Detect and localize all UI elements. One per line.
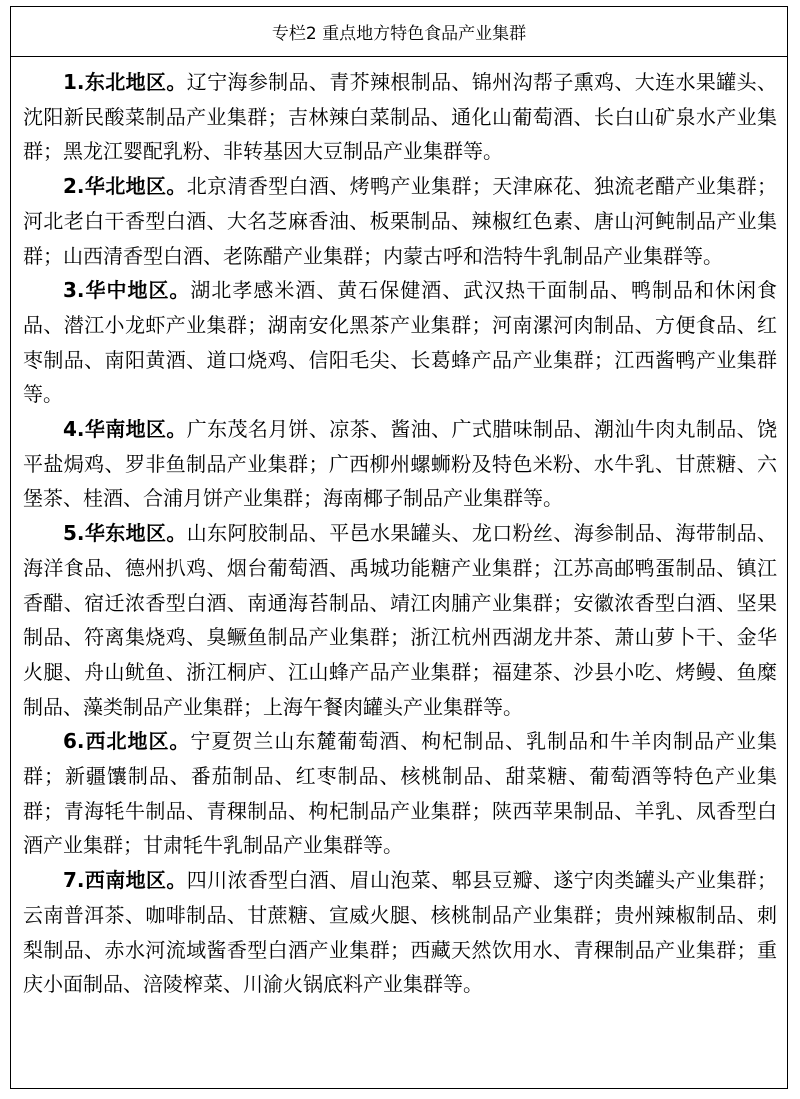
region-northeast [23, 65, 777, 169]
column-title: 专栏2 重点地方特色食品产业集群 [11, 7, 787, 57]
region-label: 2.华北地区。 [63, 174, 187, 199]
region-label: 6.西北地区。 [63, 729, 191, 754]
region-text: 湖北孝感米酒、黄石保健酒、武汉热干面制品、鸭制品和休闲食品、潜江小龙虾产业集群；湖南安化黑茶产业集群；河南漯河肉制品、方便食品、红枣制品、南阳黄酒、道口烧鸡、信阳毛尖、长葛蜂产品产业集群；江西酱鸭产业集群等。 [23, 278, 777, 407]
region-label: 7.西南地区。 [63, 868, 187, 893]
region-text: 山东阿胶制品、平邑水果罐头、龙口粉丝、海参制品、海带制品、海洋食品、德州扒鸡、烟台葡萄酒、禹城功能糖产业集群；江苏高邮鸭蛋制品、镇江香醋、宿迁浓香型白酒、南通海苔制品、靖江肉脯产业集群；安徽浓香型白酒、坚果制品、符离集烧鸡、臭鳜鱼制品产业集群；浙江杭州西湖龙井茶、萧山萝卜干、金华火腿、舟山鱿鱼、浙江桐庐、江山蜂产品产业集群；福建茶、沙县小吃、烤鳗、鱼糜制品、藻类制品产业集群；上海午餐肉罐头产业集群等。 [23, 521, 777, 719]
region-label: 3.华中地区。 [63, 278, 191, 303]
region-label: 4.华南地区。 [63, 417, 187, 442]
region-south [23, 412, 777, 516]
region-northwest [23, 724, 777, 863]
region-text: 宁夏贺兰山东麓葡萄酒、枸杞制品、乳制品和牛羊肉制品产业集群；新疆馕制品、番茄制品、红枣制品、核桃制品、甜菜糖、葡萄酒等特色产业集群；青海牦牛制品、青稞制品、枸杞制品产业集群；陕西苹果制品、羊乳、凤香型白酒产业集群；甘肃牦牛乳制品产业集群等。 [23, 729, 777, 858]
region-label: 1.东北地区。 [63, 70, 187, 94]
region-label: 5.华东地区。 [63, 521, 187, 546]
region-southwest [23, 863, 777, 1002]
region-text: 北京清香型白酒、烤鸭产业集群；天津麻花、独流老醋产业集群；河北老白干香型白酒、大名芝麻香油、板栗制品、辣椒红色素、唐山河鲀制品产业集群；山西清香型白酒、老陈醋产业集群；内蒙古呼和浩特牛乳制品产业集群等。 [23, 174, 777, 268]
region-text: 广东茂名月饼、凉茶、酱油、广式腊味制品、潮汕牛肉丸制品、饶平盐焗鸡、罗非鱼制品产业集群；广西柳州螺蛳粉及特色米粉、水牛乳、甘蔗糖、六堡茶、桂酒、合浦月饼产业集群；海南椰子制品产业集群等。 [23, 417, 777, 511]
region-text: 辽宁海参制品、青芥辣根制品、锦州沟帮子熏鸡、大连水果罐头、沈阳新民酸菜制品产业集群；吉林辣白菜制品、通化山葡萄酒、长白山矿泉水产业集群；黑龙江婴配乳粉、非转基因大豆制品产业集群等。 [23, 70, 777, 164]
region-east [23, 516, 777, 724]
region-text: 四川浓香型白酒、眉山泡菜、郫县豆瓣、遂宁肉类罐头产业集群；云南普洱茶、咖啡制品、甘蔗糖、宣威火腿、核桃制品产业集群；贵州辣椒制品、刺梨制品、赤水河流域酱香型白酒产业集群；西藏天然饮用水、青稞制品产业集群；重庆小面制品、涪陵榨菜、川渝火锅底料产业集群等。 [23, 868, 777, 997]
region-north [23, 169, 777, 273]
column-content [11, 57, 787, 1002]
region-central [23, 273, 777, 412]
column-box [10, 6, 788, 1089]
